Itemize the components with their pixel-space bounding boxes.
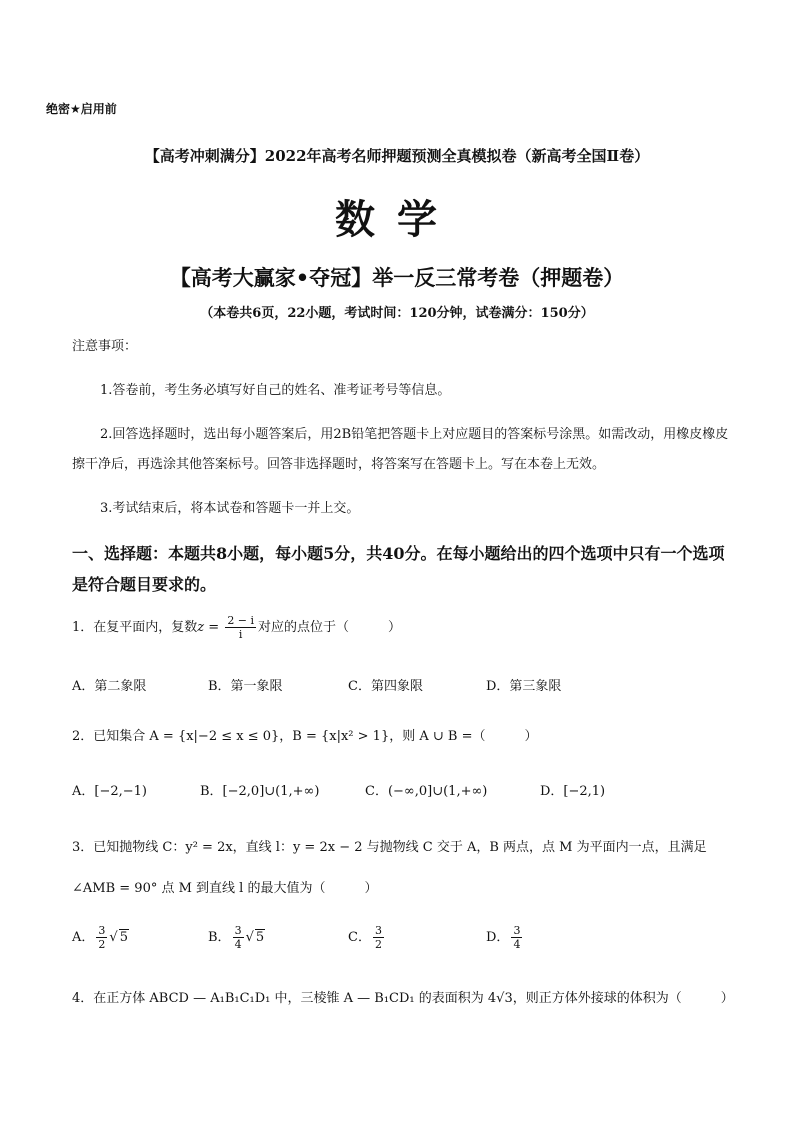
q3-option-a — [72, 924, 129, 951]
exam-banner: 【高考冲刺满分】2022年高考名师押题预测全真模拟卷（新高考全国Ⅱ卷） — [144, 147, 650, 165]
q2-option-a: A．[−2,−1) — [72, 784, 147, 799]
notice-item-1: 1.答卷前，考生务必填写好自己的姓名、准考证考号等信息。 — [100, 383, 451, 398]
q1-prefix: 1．在复平面内，复数 — [72, 620, 198, 635]
q3-option-c-numerator: 3 — [374, 924, 382, 937]
q1-fraction — [225, 614, 256, 641]
q3-option-a-radical: √ 5 — [109, 930, 128, 945]
q3-option-d-numerator: 3 — [513, 924, 521, 937]
section-1-heading: 一、选择题：本题共8小题，每小题5分，共40分。在每小题给出的四个选项中只有一个选项是符合题目要求的。 — [72, 544, 725, 594]
q1-option-a: A．第二象限 — [72, 679, 147, 694]
question-1 — [72, 614, 401, 641]
q3-option-a-numerator: 3 — [98, 924, 106, 937]
q1-option-b: B．第一象限 — [208, 679, 283, 694]
question-4: 4．在正方体 ABCD — A₁B₁C₁D₁ 中，三棱锥 A — B₁CD₁ 的表面积为 4√3，则正方体外接球的体积为（ ） — [72, 991, 734, 1006]
q3-option-a-radicand: 5 — [119, 930, 128, 945]
q3-option-d — [486, 924, 524, 951]
notice-title: 注意事项： — [72, 339, 138, 354]
q3-option-a-label: A． — [72, 930, 95, 945]
q1-numerator: 2 − i — [227, 614, 255, 627]
q2-option-b: B．[−2,0]∪(1,+∞) — [200, 784, 320, 799]
q1-equals: = — [204, 620, 224, 635]
confidential-label: 绝密★启用前 — [46, 102, 117, 116]
question-2: 2．已知集合 A = {x|−2 ≤ x ≤ 0}，B = {x|x² > 1}，则 A ∪ B =（ ） — [72, 729, 538, 744]
q3-option-b-fraction — [233, 924, 244, 951]
q3-option-b-radicand: 5 — [255, 930, 265, 945]
exam-subtitle: 【高考大赢家•夺冠】举一反三常考卷（押题卷） — [169, 266, 625, 290]
q2-option-c: C．(−∞,0]∪(1,+∞) — [365, 784, 488, 799]
q3-option-b — [208, 924, 265, 951]
question-3-line-2: ∠AMB = 90° 点 M 到直线 l 的最大值为（ ） — [72, 881, 378, 896]
q3-option-c-label: C． — [348, 930, 371, 945]
q3-option-b-label: B． — [208, 930, 231, 945]
q3-option-b-denominator: 4 — [234, 938, 242, 951]
q3-option-b-numerator: 3 — [234, 924, 242, 937]
q3-option-b-radical: √ 5 — [245, 930, 265, 945]
q3-option-a-denominator: 2 — [98, 938, 106, 951]
q2-option-d: D．[−2,1) — [540, 784, 606, 799]
q1-variable: z — [197, 620, 205, 635]
q3-option-d-denominator: 4 — [513, 938, 521, 951]
q1-denominator: i — [238, 628, 243, 641]
q1-option-c: C．第四象限 — [348, 679, 423, 694]
q3-option-d-label: D． — [486, 930, 510, 945]
exam-meta: （本卷共6页，22小题，考试时间：120分钟，试卷满分：150分） — [200, 306, 594, 321]
q1-option-d: D．第三象限 — [486, 679, 562, 694]
notice-item-3: 3.考试结束后，将本试卷和答题卡一并上交。 — [100, 501, 360, 516]
question-3-line-1: 3．已知抛物线 C：y² = 2x，直线 l：y = 2x − 2 与抛物线 C 交于 A，B 两点，点 M 为平面内一点，且满足 — [72, 840, 707, 855]
q3-option-c-denominator: 2 — [374, 938, 382, 951]
q1-suffix: 对应的点位于（ ） — [258, 620, 402, 635]
q3-option-c-fraction — [373, 924, 384, 951]
q3-option-c — [348, 924, 386, 951]
notice-item-2: 2.回答选择题时，选出每小题答案后，用2B铅笔把答题卡上对应题目的答案标号涂黑。如需改动，用橡皮橡皮擦干净后，再选涂其他答案标号。回答非选择题时，将答案写在答题卡上。写在本卷上无效。 — [72, 427, 729, 472]
q3-option-a-fraction — [96, 924, 107, 951]
subject-title: 数学 — [335, 197, 459, 243]
q3-option-d-fraction — [511, 924, 522, 951]
